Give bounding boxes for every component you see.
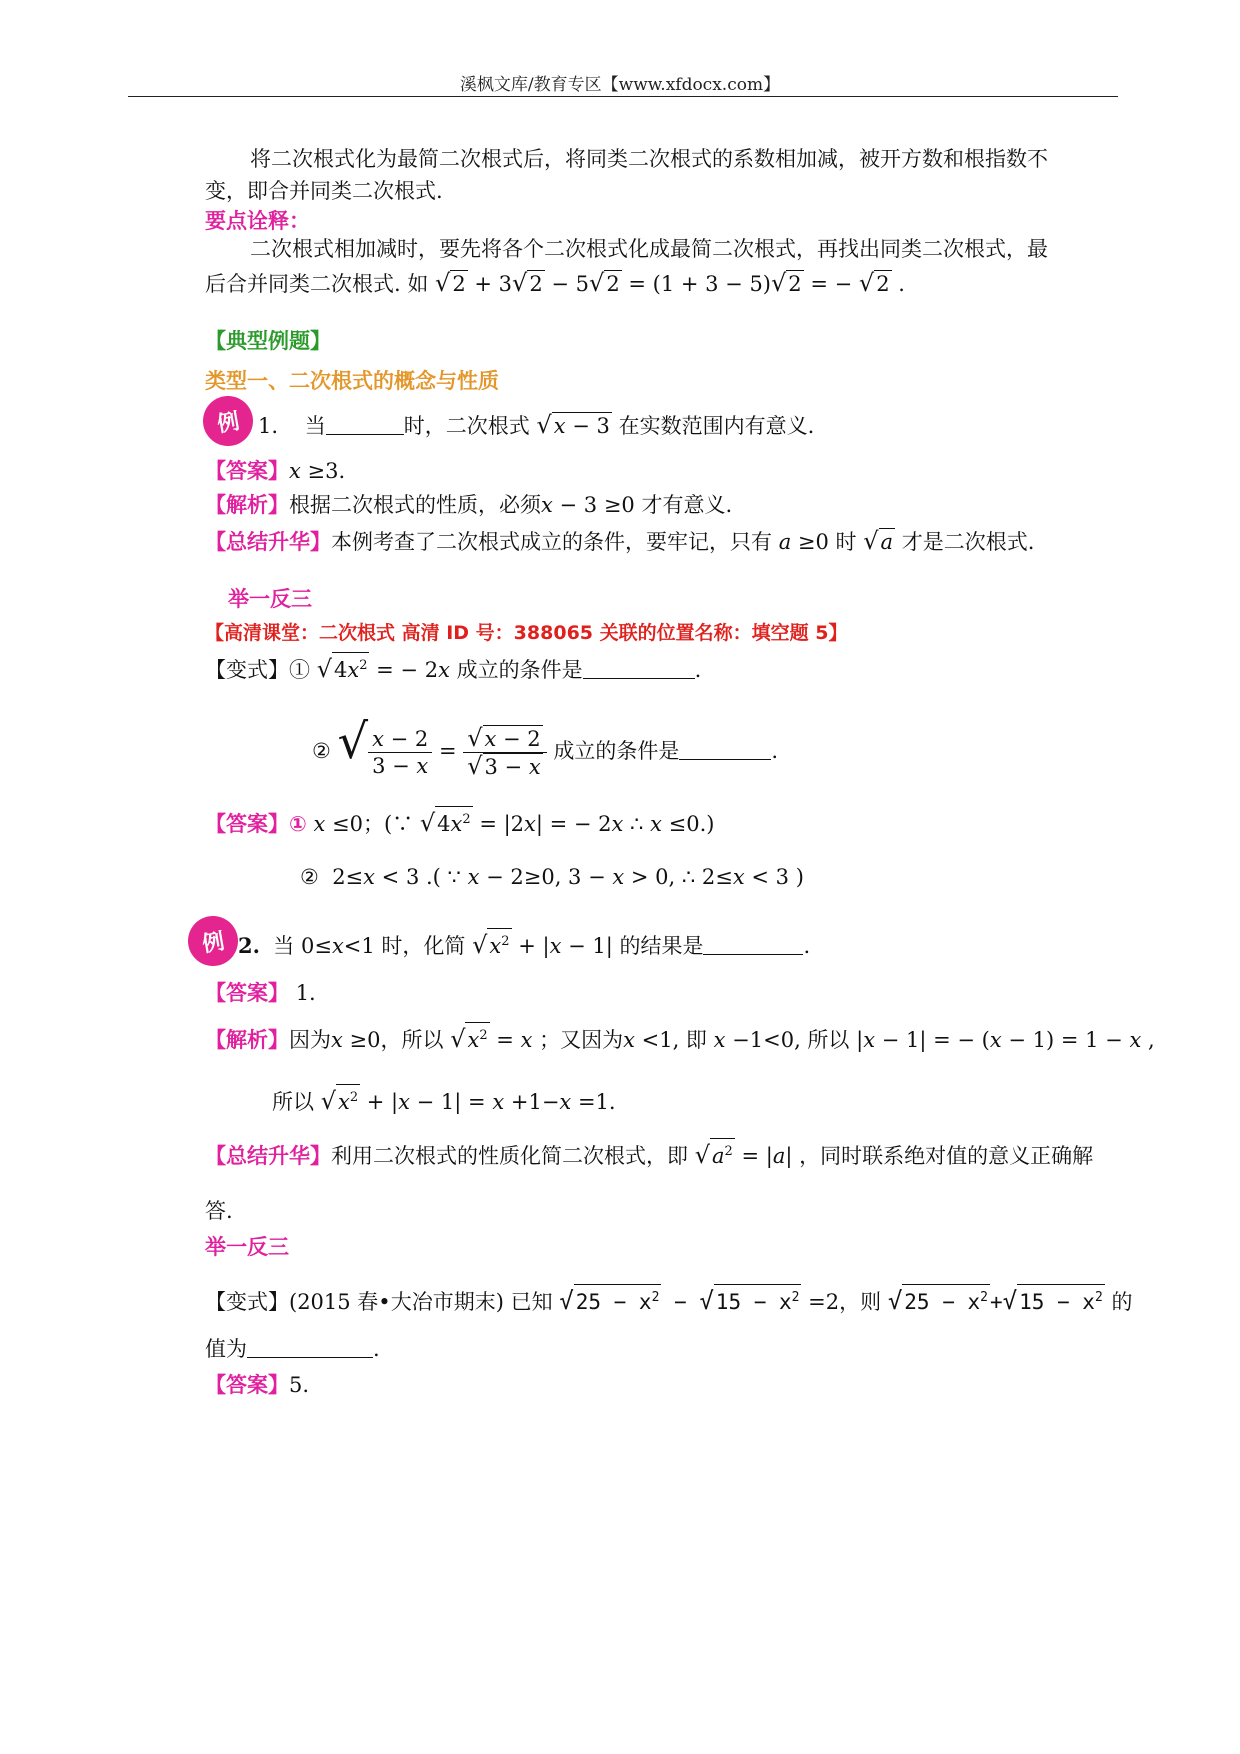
answer-blank bbox=[679, 737, 771, 760]
example-badge-2: 例 bbox=[184, 912, 242, 970]
practice-2-title: 举一反三 bbox=[205, 1235, 289, 1259]
variant-1: 【变式】① $√4x^2$ = − 2x 成立的条件是 . bbox=[205, 652, 701, 685]
section-title: 【典型例题】 bbox=[205, 329, 331, 353]
intro-paragraph-1a: 将二次根式化为最简二次根式后，将同类二次根式的系数相加减，被开方数和根指数不 bbox=[250, 147, 1048, 171]
answer-blank bbox=[583, 656, 695, 679]
answer-blank bbox=[326, 412, 404, 435]
type1-title: 类型一、二次根式的概念与性质 bbox=[205, 369, 499, 393]
example-1-analysis: 【解析】根据二次根式的性质，必须x − 3 ≥0 才有意义. bbox=[205, 493, 733, 517]
example-2-so: 所以 $√x^2 + |x - 1| = x +1-x =1$. bbox=[272, 1084, 616, 1117]
example-1-summary: 【总结升华】本例考查了二次根式成立的条件，要牢记，只有 a ≥0 时 √a 才是二次根式. bbox=[205, 527, 1035, 555]
example-1-answer: 【答案】x ≥3. bbox=[205, 459, 346, 483]
practice-1-answer-1: 【答案】① x ≤0；(∵ $√4x^2 = |2x|$ = − 2x ∴ x ≤0.) bbox=[205, 806, 714, 839]
practice-1-title: 举一反三 bbox=[228, 587, 312, 611]
variant-3: 【变式】(2015 春•大冶市期末) 已知 $√25 - x^2 - √15 - x^2 =2$，则 $√25 - x^2+√15 - x^2$ 的 bbox=[205, 1284, 1132, 1317]
formula-sqrt-sum: √2 + 3√2 − 5√2 = (1 + 3 − 5)√2 = − √2 . bbox=[435, 269, 905, 297]
variant-2: ② √ $\frac{x - 2}{3 - x}$ = $\frac{√x - 2}{√3 - x}$ 成立的条件是 . bbox=[312, 714, 779, 780]
page-header: 溪枫文库/教育专区【www.xfdocx.com】 bbox=[459, 75, 781, 95]
practice-2-answer: 【答案】5. bbox=[205, 1373, 310, 1397]
intro-paragraph-2b: 后合并同类二次根式. 如 √2 + 3√2 − 5√2 = (1 + 3 − 5)√2 = − √2 . bbox=[205, 269, 905, 297]
example-badge-1: 例 bbox=[199, 392, 257, 450]
example-2-answer: 【答案】 1. bbox=[205, 981, 316, 1005]
variant-3-value: 值为 . bbox=[205, 1337, 380, 1361]
example-2-summary: 【总结升华】利用二次根式的性质化简二次根式，即 $√a^2 = |a|$ ，同时联系绝对值的意义正确解 bbox=[205, 1138, 1093, 1171]
example-2-summary-end: 答. bbox=[205, 1199, 233, 1223]
note-label: 要点诠释： bbox=[205, 209, 310, 233]
video-reference: 【高清课堂：二次根式 高清 ID 号：388065 关联的位置名称：填空题 5】 bbox=[205, 622, 848, 644]
answer-blank bbox=[247, 1335, 373, 1358]
example-2-question: 2. 当 0≤x<1 时，化简 $√x^2 + |x - 1|$ 的结果是 . bbox=[238, 928, 810, 961]
example-2-analysis: 【解析】因为x ≥0，所以 $√x^2 = x$ ；又因为x <1, 即 x −1<0, 所以 |x − 1| = − (x − 1) = 1 − x , bbox=[205, 1022, 1155, 1055]
answer-blank bbox=[703, 932, 803, 955]
example-1-question: 1. 当 时，二次根式 √x − 3 在实数范围内有意义. bbox=[258, 411, 815, 439]
intro-paragraph-2a: 二次根式相加减时，要先将各个二次根式化成最简二次根式，再找出同类二次根式，最 bbox=[250, 237, 1048, 261]
intro-paragraph-1b: 变，即合并同类二次根式. bbox=[205, 179, 443, 203]
practice-1-answer-2: ② 2≤x < 3 .( ∵ x − 2≥0, 3 − x > 0, ∴ 2≤x < 3 ) bbox=[300, 865, 804, 889]
header-rule bbox=[128, 96, 1118, 97]
